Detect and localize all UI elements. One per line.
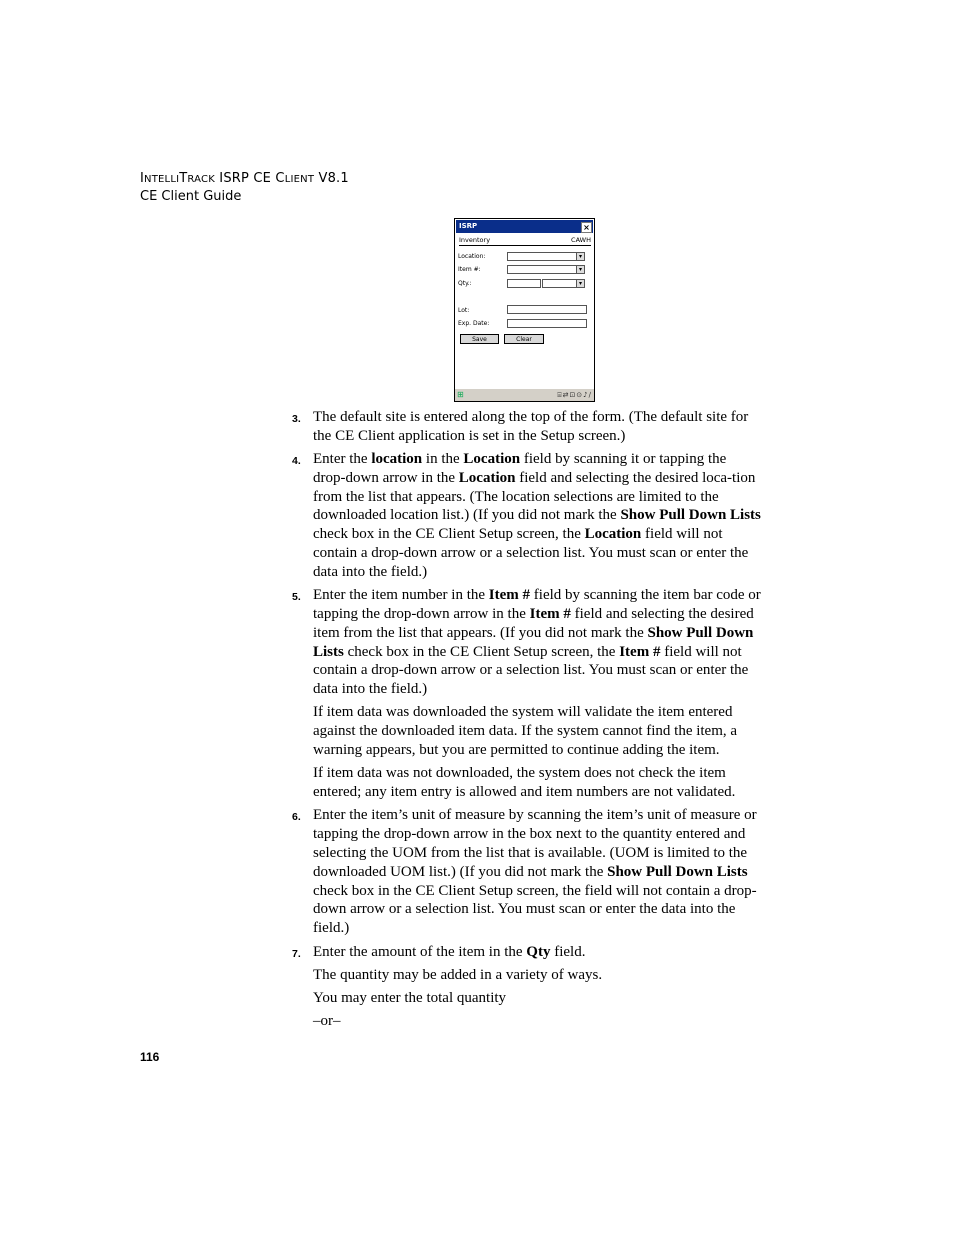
close-icon[interactable]: × (581, 222, 592, 233)
text-run: Enter the (313, 451, 372, 468)
step-text (313, 764, 762, 802)
text-run: check box in the CE Client Setup screen, the (313, 526, 585, 543)
text-run: If item data was downloaded the system will validate the item entered against the downloaded item data. If the system cannot find the item, a warning appears, but you are permitted to continue adding the item. (313, 704, 738, 759)
title-part: T (179, 171, 188, 186)
text-run: field will not contain a drop-down arrow or a selection list. You must scan or enter the data into the field.) (313, 643, 749, 698)
title-part: LIENT (284, 174, 315, 185)
title-part: I (140, 171, 145, 186)
step-item (292, 806, 762, 938)
window-title: ISRP (459, 222, 478, 230)
step-paragraph (292, 703, 762, 759)
step-paragraph (292, 1012, 762, 1031)
lot-field[interactable] (507, 305, 587, 314)
step-text (313, 408, 762, 446)
step-text (313, 1012, 762, 1031)
bold-term: Show Pull Down Lists (313, 624, 754, 660)
text-run: Enter the item’s unit of measure by scanning the item’s unit of measure or tapping the drop-down arrow in the box next to the quantity entered and selecting the UOM from the list that is available. (UOM is limited to the downloaded UOM list.) (If you did not mark the (313, 807, 757, 880)
text-run: The default site is entered along the top of the form. (The default site for the CE Client application is set in the Setup screen.) (313, 409, 749, 444)
uom-dropdown-icon[interactable]: ▾ (576, 279, 585, 288)
page-number: 116 (140, 1050, 160, 1064)
bold-term: Location (458, 469, 516, 486)
text-run: field. (550, 943, 586, 960)
text-run: in the (422, 451, 464, 468)
text-run: The quantity may be added in a variety of ways. (313, 966, 603, 983)
text-run: Enter the item number in the (313, 587, 489, 604)
text-run: –or– (313, 1013, 341, 1030)
step-paragraph (292, 764, 762, 802)
text-run: check box in the CE Client Setup screen, the (343, 643, 620, 660)
text-run: You may enter the total quantity (313, 990, 507, 1007)
qty-field[interactable] (507, 279, 541, 288)
location-label: Location: (458, 253, 486, 260)
location-field[interactable] (507, 252, 577, 261)
text-run: field and selecting the desired item from the list that appears. (If you did not mark the (313, 605, 754, 641)
step-text (313, 966, 762, 985)
step-paragraph (292, 966, 762, 985)
location-dropdown-icon[interactable]: ▾ (576, 252, 585, 261)
step-text (313, 450, 762, 582)
bold-term: Location (463, 451, 521, 468)
text-run: field by scanning the item bar code or tapping the drop-down arrow in the (313, 587, 761, 622)
item-dropdown-icon[interactable]: ▾ (576, 265, 585, 274)
bold-term: Location (584, 526, 642, 543)
procedure-steps (292, 408, 762, 1036)
clear-button[interactable]: Clear (504, 334, 544, 344)
qty-label: Qty.: (458, 280, 472, 287)
uom-field[interactable] (542, 279, 577, 288)
item-label: Item #: (458, 266, 481, 273)
site-code: CAWH (571, 236, 591, 244)
expdate-label: Exp. Date: (458, 320, 490, 327)
text-run: field and selecting the desired loca-tion from the list that appears. (The location selections are limited to the downloaded location list.) (If you did not mark the (313, 469, 756, 524)
text-run: field will not contain a drop-down arrow or a selection list. You must scan or enter the data into the field.) (313, 526, 749, 580)
bold-term: Item # (488, 587, 531, 604)
text-run: Enter the amount of the item in the (313, 943, 527, 960)
form-title: Inventory (459, 236, 491, 244)
step-item (292, 408, 762, 446)
running-header (140, 170, 349, 205)
bold-term: Qty (526, 943, 551, 960)
expdate-field[interactable] (507, 319, 587, 328)
start-icon[interactable]: ⊞ (457, 390, 464, 399)
step-text (313, 806, 762, 938)
text-run: field by scanning it or tapping the drop-down arrow in the (313, 451, 727, 486)
step-text (313, 703, 762, 759)
title-part: V8.1 (314, 171, 349, 186)
step-item (292, 586, 762, 699)
bold-term: Item # (529, 605, 571, 622)
step-paragraph (292, 989, 762, 1008)
step-number: 3. (292, 413, 301, 425)
bold-term: Show Pull Down Lists (607, 863, 748, 880)
title-part: ISRP CE C (214, 171, 285, 186)
step-text (313, 586, 762, 699)
bold-term: Show Pull Down Lists (620, 507, 761, 524)
step-number: 4. (292, 455, 301, 468)
title-part: RACK (187, 174, 215, 185)
step-number: 6. (292, 811, 301, 824)
bold-term: Item # (619, 643, 661, 660)
save-button[interactable]: Save (460, 334, 499, 344)
step-text (313, 943, 762, 962)
step-item (292, 943, 762, 962)
tray-icons[interactable]: ⌸⇄⊡⊙♪∕ (557, 391, 592, 399)
text-run: If item data was not downloaded, the system does not check the item entered; any item entry is allowed and item numbers are not validated. (313, 765, 736, 801)
screenshot-figure (454, 218, 595, 402)
step-item (292, 450, 762, 582)
taskbar (455, 388, 594, 401)
title-part: NTELLI (144, 174, 180, 185)
step-number: 7. (292, 947, 301, 960)
book-subtitle: CE Client Guide (140, 189, 242, 204)
step-number: 5. (292, 591, 301, 604)
form-header (459, 236, 591, 246)
book-title (140, 170, 349, 188)
step-text (313, 989, 762, 1008)
text-run: check box in the CE Client Setup screen, the field will not contain a drop-down arrow or a selection list. You must scan or enter the data into the field.) (313, 882, 757, 937)
window-titlebar (456, 220, 593, 233)
bold-term: location (371, 451, 423, 468)
item-field[interactable] (507, 265, 577, 274)
lot-label: Lot: (458, 307, 470, 314)
